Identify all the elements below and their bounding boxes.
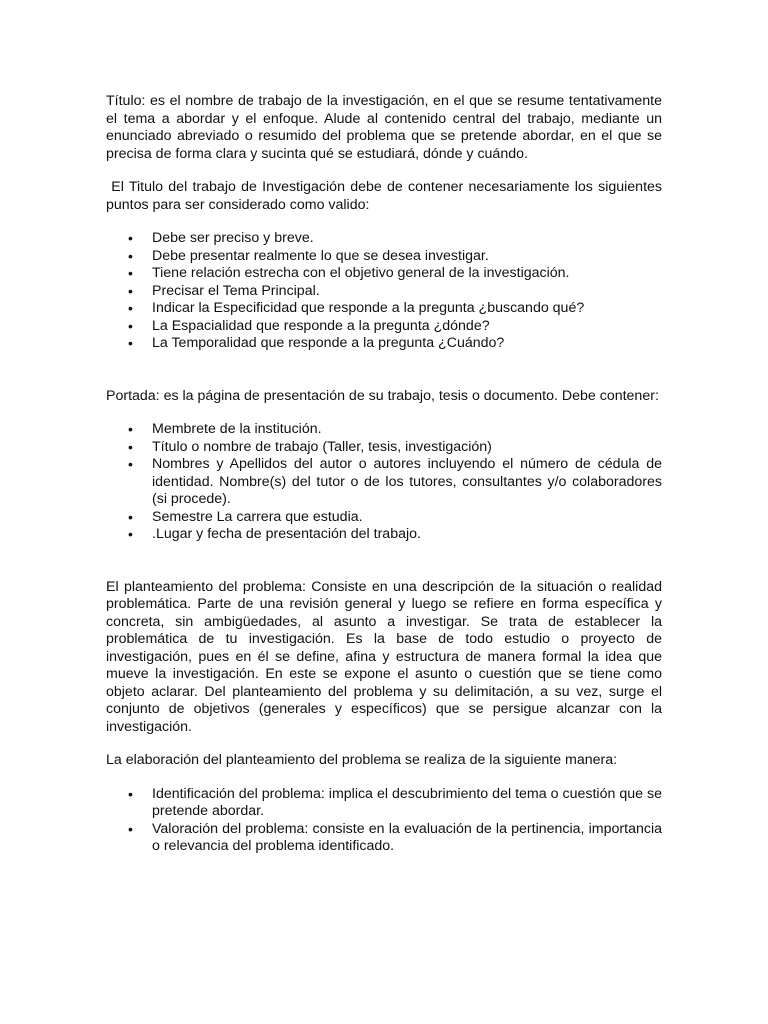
planteamiento-paragraph: El planteamiento del problema: Consiste en una descripción de la situación o realidad problemática. Parte de una revisión general y luego se refiere en forma específica y concreta, sin ambigüedades, al asunto a investigar. Se trata de establecer la problemática de tu investigación. Es la base de todo estudio o proyecto de investigación, pues en él se define, afina y estructura de manera formal la idea que mueve la investigación. En este se expone el asunto o cuestión que se tiene como objeto aclarar. Del planteamiento del problema y su delimitación, a su vez, surge el conjunto de objetivos (generales y específicos) que se persigue alcanzar con la investigación.: [106, 578, 662, 735]
list-item-text: La Temporalidad que responde a la pregunta ¿Cuándo?: [152, 335, 505, 351]
list-item-text: Membrete de la institución.: [152, 421, 322, 437]
portada-paragraph: Portada: es la página de presentación de su trabajo, tesis o documento. Debe contener:: [106, 387, 659, 404]
document-page: [106, 93, 666, 856]
bullet-icon: •: [128, 421, 133, 437]
list-item-text: Valoración del problema: consiste en la evaluación de la pertinencia, importancia o relevancia del problema identificado.: [152, 820, 662, 854]
portada-list: [106, 421, 662, 544]
list-item: [106, 526, 662, 544]
titulo-intro: El Titulo del trabajo de Investigación debe de contener necesariamente los siguientes puntos para ser considerado como valido:: [106, 179, 666, 213]
titulo-paragraph: Título: es el nombre de trabajo de la investigación, en el que se resume tentativamente el tema a abordar y el enfoque. Alude al contenido central del trabajo, mediante un enunciado abreviado o resumido del problema que se pretende abordar, en el que se precisa de forma clara y sucinta qué se estudiará, dónde y cuándo.: [106, 93, 662, 162]
list-item-text: Título o nombre de trabajo (Taller, tesis, investigación): [152, 438, 492, 455]
list-item: [106, 439, 662, 457]
bullet-icon: •: [128, 820, 133, 837]
bullet-icon: •: [128, 456, 133, 472]
list-item-text: Tiene relación estrecha con el objetivo general de la investigación.: [152, 265, 570, 281]
list-item: [106, 318, 662, 336]
list-item-text: Debe presentar realmente lo que se desea investigar.: [152, 247, 489, 264]
bullet-icon: •: [128, 785, 133, 802]
list-item: [106, 300, 662, 318]
list-item: [106, 230, 662, 248]
bullet-icon: •: [128, 300, 133, 316]
titulo-list: [106, 230, 662, 353]
bullet-icon: •: [128, 282, 133, 299]
list-item-text: Precisar el Tema Principal.: [152, 282, 320, 299]
list-item: [106, 335, 662, 353]
bullet-icon: •: [128, 508, 133, 525]
bullet-icon: •: [128, 526, 133, 542]
list-item: [106, 821, 662, 856]
list-item-text: Identificación del problema: implica el descubrimiento del tema o cuestión que se pretende abordar.: [152, 785, 662, 819]
bullet-icon: •: [128, 247, 133, 264]
list-item: [106, 265, 662, 283]
list-item: [106, 786, 662, 821]
bullet-icon: •: [128, 265, 133, 281]
list-item: [106, 248, 662, 266]
list-item-text: Debe ser preciso y breve.: [152, 230, 314, 246]
list-item-text: Nombres y Apellidos del autor o autores incluyendo el número de cédula de identidad. Nombre(s) del tutor o de los tutores, consultantes y/o colaboradores (si procede).: [152, 456, 662, 507]
list-item-text: La Espacialidad que responde a la pregunta ¿dónde?: [152, 317, 490, 334]
bullet-icon: •: [128, 438, 133, 455]
list-item-text: .Lugar y fecha de presentación del trabajo.: [152, 526, 421, 542]
bullet-icon: •: [128, 230, 133, 246]
bullet-icon: •: [128, 317, 133, 334]
list-item-text: Indicar la Especificidad que responde a la pregunta ¿buscando qué?: [152, 300, 585, 316]
list-item: [106, 421, 662, 439]
list-item-text: Semestre La carrera que estudia.: [152, 508, 363, 525]
planteamiento-list: [106, 786, 662, 856]
list-item: [106, 456, 662, 509]
list-item: [106, 283, 662, 301]
list-item: [106, 509, 662, 527]
planteamiento-intro: La elaboración del planteamiento del problema se realiza de la siguiente manera:: [106, 752, 618, 768]
bullet-icon: •: [128, 335, 133, 351]
